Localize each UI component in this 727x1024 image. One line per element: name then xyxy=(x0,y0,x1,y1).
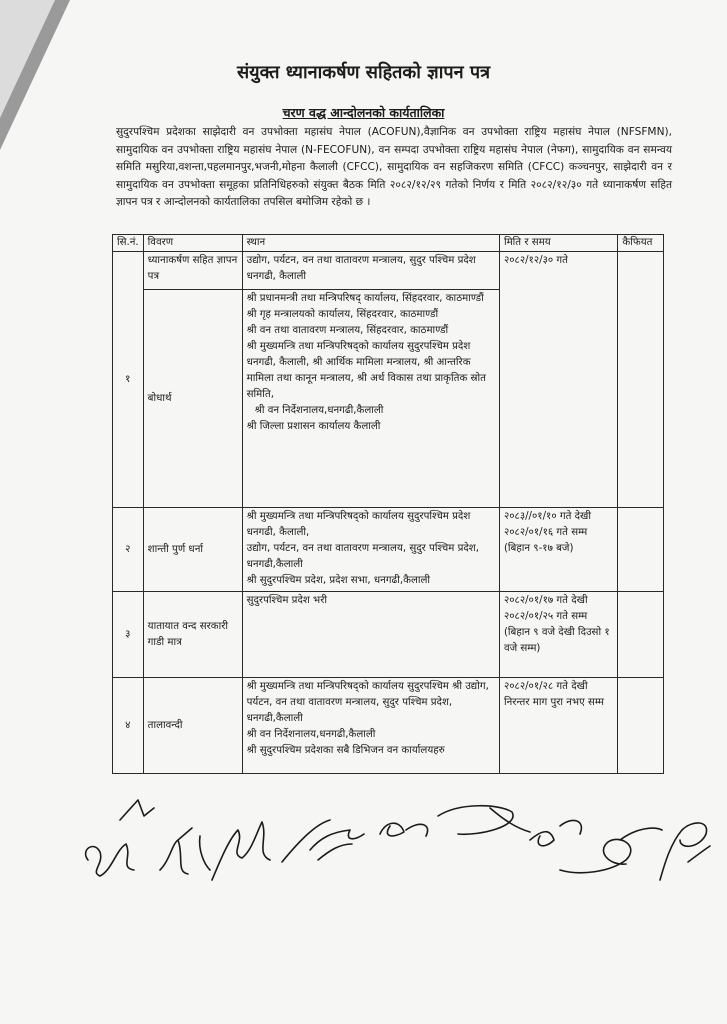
table-header-row xyxy=(113,235,664,252)
header-remarks: कैफियत xyxy=(618,235,664,252)
location-line: श्री सुदुरपश्चिम प्रदेश, प्रदेश सभा, धनगढी,कैलाली xyxy=(246,575,431,586)
row1-description: ध्यानाकर्षण सहित ज्ञापन पत्र xyxy=(143,252,242,290)
row4-description: तालावन्दी xyxy=(143,678,242,774)
signatures xyxy=(60,780,720,910)
schedule-table xyxy=(112,234,664,774)
location-line: श्री वन निर्देशनालय,धनगढी,कैलाली xyxy=(254,405,384,416)
row2-serial: २ xyxy=(113,508,144,592)
table-row xyxy=(113,508,664,592)
row1-remarks xyxy=(618,252,664,508)
location-line: उद्योग, पर्यटन, वन तथा वातावरण मन्त्रालय, सुदुर पश्चिम प्रदेश धनगढी, कैलाली xyxy=(246,255,476,282)
row2-location xyxy=(242,508,499,592)
header-location: स्थान xyxy=(242,235,499,252)
row1-location xyxy=(242,252,499,290)
row3-description: यातायात वन्द सरकारी गाडी मात्र xyxy=(143,592,242,678)
location-line: श्री सुदुरपश्चिम प्रदेशका सबै डिभिजन वन कार्यालयहरु xyxy=(246,745,445,756)
signature-6 xyxy=(530,820,662,872)
page-title: संयुक्त ध्यानाकर्षण सहितको ज्ञापन पत्र xyxy=(236,62,491,83)
folded-corner xyxy=(0,0,55,118)
header-description: विवरण xyxy=(143,235,242,252)
row1-serial: १ xyxy=(113,252,144,508)
row1b-description: बोधार्थ xyxy=(143,290,242,508)
signature-2 xyxy=(160,828,210,874)
location-line: श्री मुख्यमन्त्रि तथा मन्त्रिपरिषद्को कार्यालय सुदुरपश्चिम प्रदेश धनगढी, कैलाली, श्री आर्थिक मामिला मन्त्रालय, श्री आन्तरिक मामिला तथा कानून मन्त्रालय, श्री अर्थ विकास तथा प्राकृतिक स्रोत समिति, xyxy=(246,341,486,400)
row2-date: २०८३//०१/१० गते देखी २०८२/०१/१६ गते सम्म (बिहान ९-१७ बजे) xyxy=(499,508,617,592)
schedule-subtitle: चरण वद्ध आन्दोलनको कार्यतालिका xyxy=(282,105,445,120)
row4-remarks xyxy=(618,678,664,774)
signature-1 xyxy=(86,800,154,876)
signature-4 xyxy=(282,820,364,862)
row3-remarks xyxy=(618,592,664,678)
row4-date: २०८२/०१/२८ गते देखी निरन्तर माग पुरा नभए सम्म xyxy=(499,678,617,774)
table-row xyxy=(113,252,664,290)
row2-description: शान्ती पुर्ण धर्ना xyxy=(143,508,242,592)
location-line: उद्योग, पर्यटन, वन तथा वातावरण मन्त्रालय, सुदुर पश्चिम प्रदेश, धनगढी,कैलाली xyxy=(246,543,479,570)
row4-serial: ४ xyxy=(113,678,144,774)
location-line: श्री प्रधानमन्त्री तथा मन्त्रिपरिषद् कार्यालय, सिंहदरवार, काठमाण्डौं xyxy=(246,293,484,304)
row3-date: २०८२/०१/१७ गते देखी २०८२/०१/२५ गते सम्म (बिहान ९ वजे देखी दिउसो १ वजे सम्म) xyxy=(499,592,617,678)
signature-3 xyxy=(212,822,270,880)
row1-date: २०८२/१२/३० गते xyxy=(499,252,617,508)
signature-7 xyxy=(660,823,710,880)
row4-location xyxy=(242,678,499,774)
header-date-time: मिति र समय xyxy=(499,235,617,252)
location-line: श्री गृह मन्त्रालयको कार्यालय, सिंहदरवार, काठमाण्डौं xyxy=(246,309,439,320)
signature-5 xyxy=(380,806,530,836)
table-row xyxy=(113,678,664,774)
location-line: श्री वन तथा वातावरण मन्त्रालय, सिंहदरवार, काठमाण्डौं xyxy=(246,325,449,336)
location-line: श्री जिल्ला प्रशासन कार्यालय कैलाली xyxy=(246,421,381,432)
row1b-location xyxy=(242,290,499,508)
location-line: श्री मुख्यमन्त्रि तथा मन्त्रिपरिषद्को कार्यालय सुदुरपश्चिम श्री उद्योग, पर्यटन, वन तथा वातावरण मन्त्रालय, सुदुर पश्चिम प्रदेश, धनगढी,कैलाली xyxy=(246,681,489,724)
location-line: श्री मुख्यमन्त्रि तथा मन्त्रिपरिषद्को कार्यालय सुदुरपश्चिम प्रदेश धनगढी, कैलाली, xyxy=(246,511,471,538)
header-serial: सि.नं. xyxy=(113,235,144,252)
row3-location xyxy=(242,592,499,678)
table-row xyxy=(113,592,664,678)
location-line: सुदुरपश्चिम प्रदेश भरी xyxy=(246,595,327,606)
intro-paragraph: सुदुरपश्चिम प्रदेशका साझेदारी वन उपभोक्ता महासंघ नेपाल (ACOFUN),वैज्ञानिक वन उपभोक्ता राष्ट्रिय महासंघ नेपाल (NFSFMN), सामुदायिक वन उपभोक्ता राष्ट्रिय महासंघ नेपाल (N-FECOFUN), वन सम्पदा उपभोक्ता राष्ट्रिय महासंघ नेपाल (नेफग), सामुदायिक वन समन्वय समिति मसुरिया,वशन्ता,पहलमानपुर,भजनी,मोहना कैलाली (CFCC), सामुदायिक वन सहजिकरण समिति (CFCC) कञ्चनपुर, साझेदारी वन र सामुदायिक वन उपभोक्ता समूहका प्रतिनिधिहरुको संयुक्त बैठक मिति २०८२/१२/२९ गतेको निर्णय र मिति २०८२/१२/३० गते ध्यानाकर्षण सहित ज्ञापन पत्र र आन्दोलनको कार्यतालिका तपसिल बमोजिम रहेको छ । xyxy=(116,126,672,209)
row3-serial: ३ xyxy=(113,592,144,678)
row2-remarks xyxy=(618,508,664,592)
location-line: श्री वन निर्देशनालय,धनगढी,कैलाली xyxy=(246,729,376,740)
